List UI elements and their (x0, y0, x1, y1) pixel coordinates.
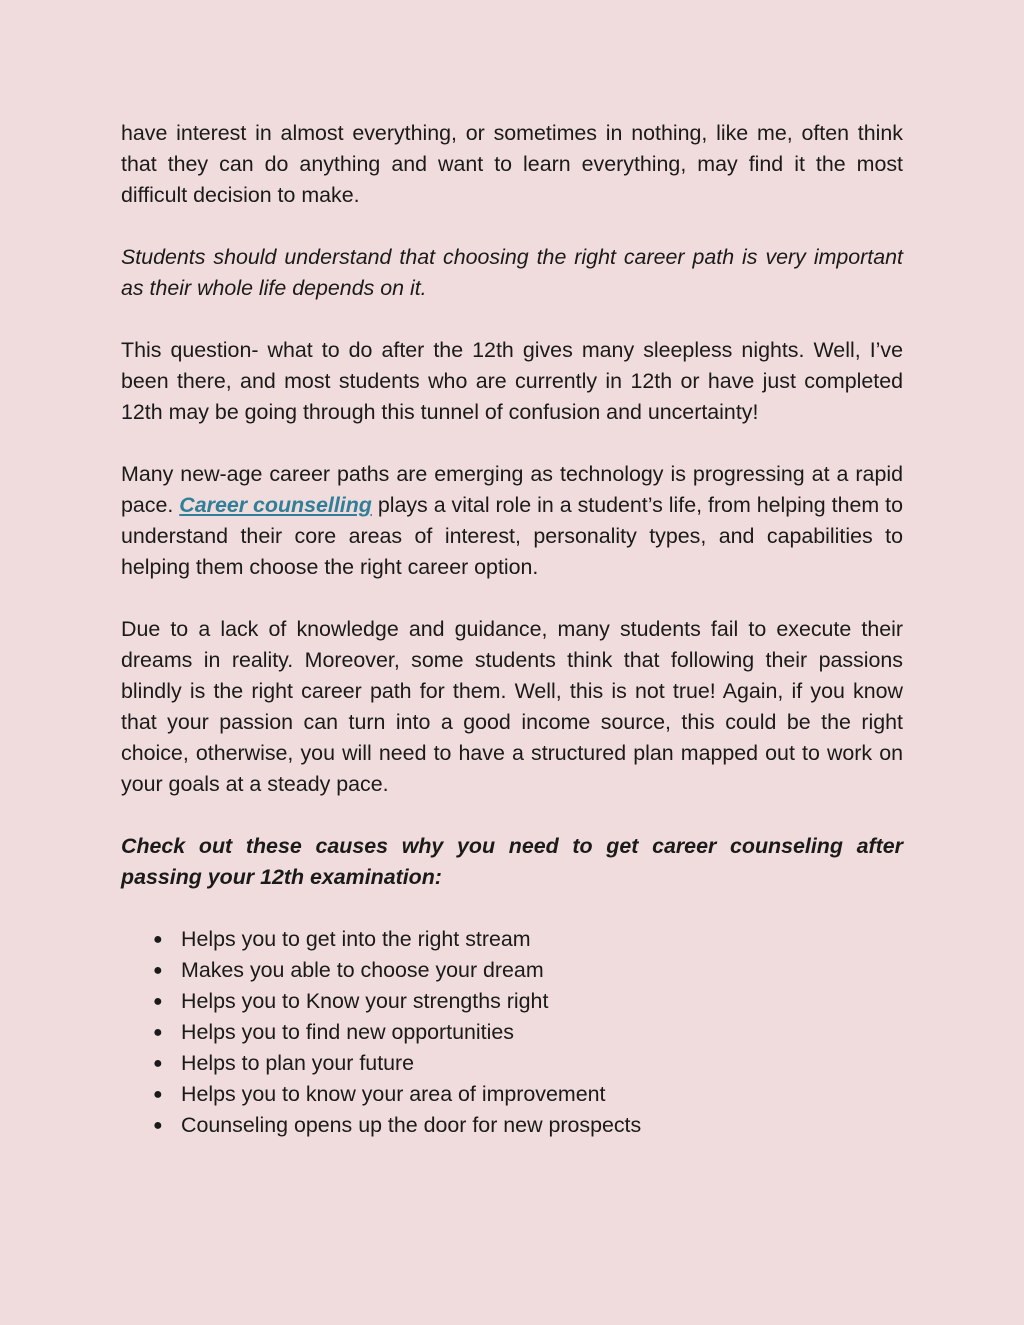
list-item-text: Helps you to get into the right stream (181, 927, 531, 951)
bullet-icon: ● (153, 1086, 163, 1103)
list-item (121, 955, 903, 986)
list-item (121, 986, 903, 1017)
paragraph-career-paths-start: Many new-age career paths are emerging as technology is progressing at a rapid pace. (121, 462, 903, 517)
list-item-text: Helps you to find new opportunities (181, 1020, 514, 1044)
bullet-icon: ● (153, 962, 163, 979)
list-item-text: Helps you to know your area of improvement (181, 1082, 606, 1106)
paragraph-career-paths (121, 459, 903, 583)
list-item (121, 1110, 903, 1141)
bullet-icon: ● (153, 931, 163, 948)
bullet-icon: ● (153, 993, 163, 1010)
bullet-icon: ● (153, 1024, 163, 1041)
list-item (121, 1048, 903, 1079)
reasons-list (121, 924, 903, 1141)
list-item-text: Counseling opens up the door for new prospects (181, 1113, 642, 1137)
bullet-icon: ● (153, 1055, 163, 1072)
list-item (121, 1017, 903, 1048)
paragraph-career-paths-end: plays a vital role in a student’s life, from helping them to understand their core areas of interest, personality types, and capabilities to helping them choose the right career option. (121, 493, 903, 579)
list-item-text: Helps you to Know your strengths right (181, 989, 549, 1013)
paragraph-guidance: Due to a lack of knowledge and guidance, many students fail to execute their dreams in reality. Moreover, some students think that following their passions blindly is the right career path for them. Well, this is not true! Again, if you know that your passion can turn into a good income source, this could be the right choice, otherwise, you will need to have a structured plan mapped out to work on your goals at a steady pace. (121, 617, 903, 796)
bullet-icon: ● (153, 1117, 163, 1134)
list-item-text: Makes you able to choose your dream (181, 958, 544, 982)
document-page (121, 118, 903, 1141)
list-item (121, 924, 903, 955)
paragraph-emphasis: Students should understand that choosing the right career path is very important as their whole life depends on it. (121, 245, 903, 300)
section-heading: Check out these causes why you need to get career counseling after passing your 12th examination: (121, 834, 903, 889)
paragraph-question: This question- what to do after the 12th gives many sleepless nights. Well, I’ve been there, and most students who are currently in 12th or have just completed 12th may be going through this tunnel of confusion and uncertainty! (121, 338, 903, 424)
list-item (121, 1079, 903, 1110)
paragraph-intro: have interest in almost everything, or sometimes in nothing, like me, often think that they can do anything and want to learn everything, may find it the most difficult decision to make. (121, 121, 903, 207)
career-counselling-link[interactable]: Career counselling (179, 493, 372, 517)
list-item-text: Helps to plan your future (181, 1051, 415, 1075)
